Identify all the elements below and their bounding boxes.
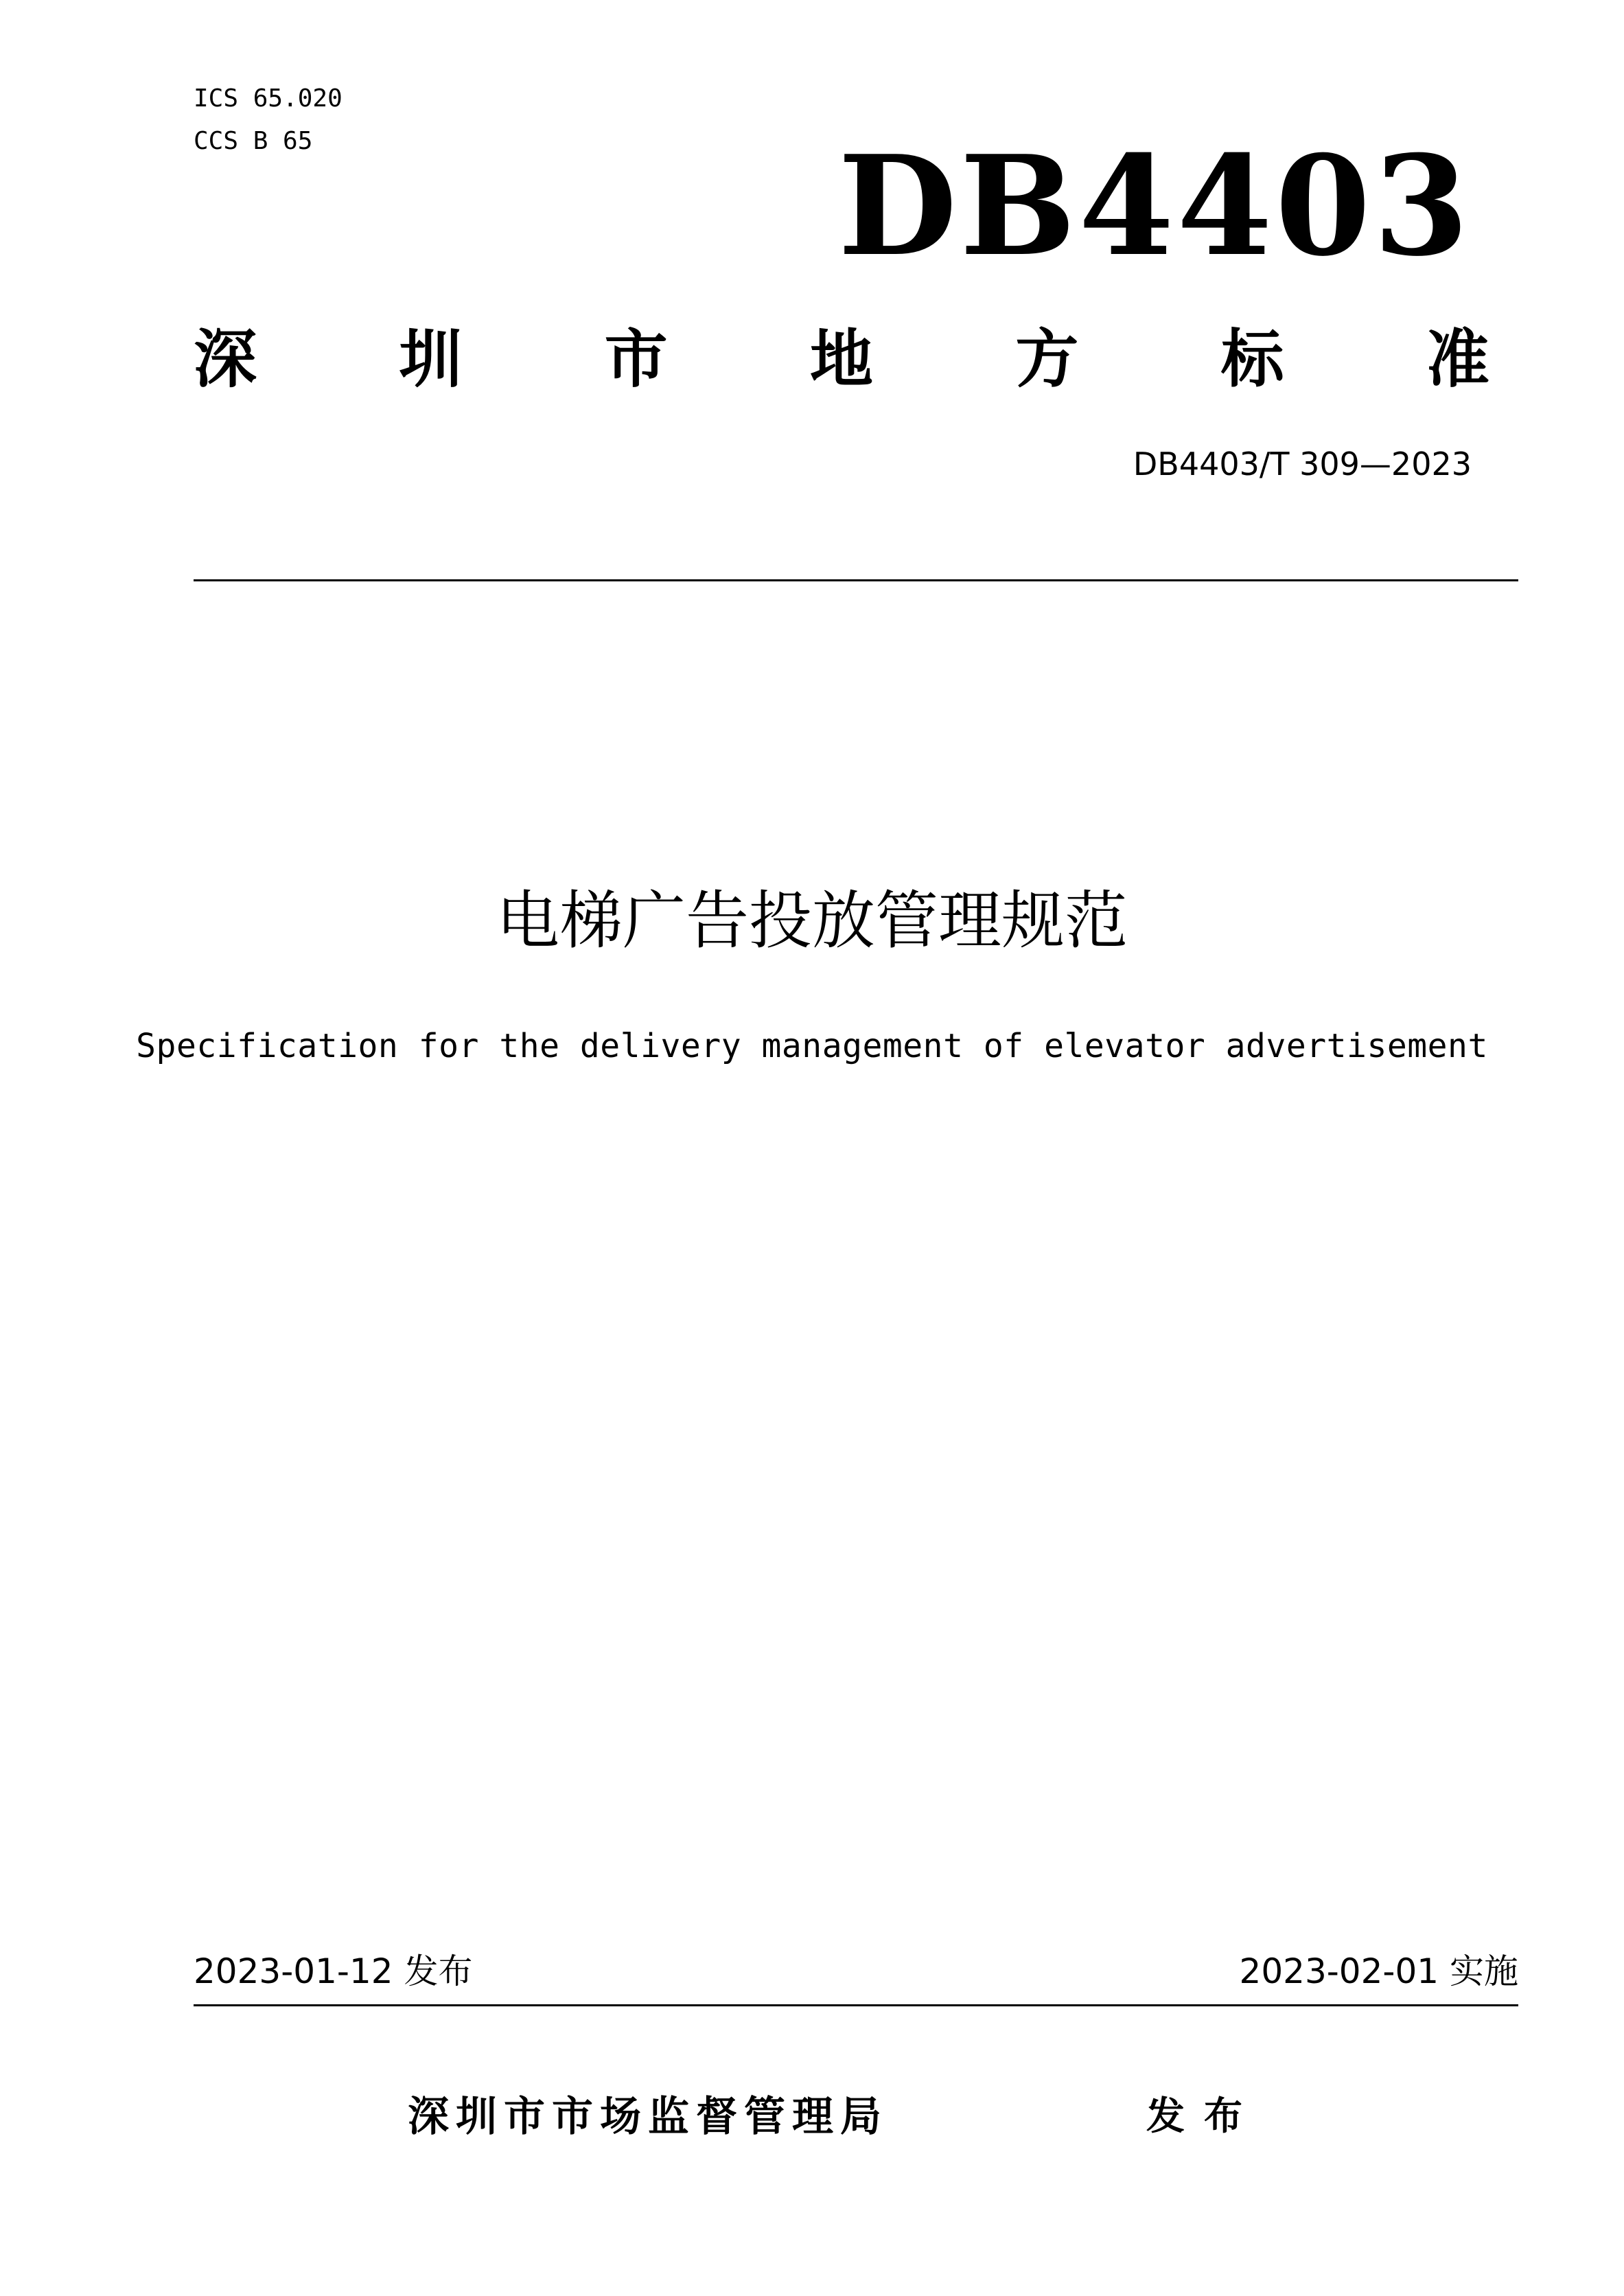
standard-type-char: 深 [194, 323, 257, 396]
issue-date [194, 1949, 472, 1993]
ics-code: ICS 65.020 [194, 84, 343, 113]
issue-date-value: 2023-01-12 [194, 1951, 393, 1991]
standard-type-char: 地 [809, 323, 873, 396]
implementation-date [1240, 1949, 1518, 1993]
standard-type-char: 准 [1426, 323, 1489, 396]
standard-logo: DB4403 [837, 126, 1472, 287]
ccs-code: CCS B 65 [194, 127, 313, 155]
standard-type-char: 方 [1015, 323, 1079, 396]
standard-type-char: 市 [604, 323, 668, 396]
publisher-action: 发布 [1146, 2094, 1262, 2139]
top-divider [194, 579, 1518, 581]
publisher-name: 深圳市市场监督管理局 [408, 2093, 888, 2141]
standard-number: DB4403/T 309—2023 [1133, 445, 1472, 483]
document-title-chinese: 电梯广告投放管理规范 [496, 884, 1128, 958]
standard-type-heading [194, 318, 1489, 401]
standard-type-char: 标 [1220, 323, 1284, 396]
document-title-english: Specification for the delivery management of elevator advertisement [136, 1027, 1488, 1065]
bottom-divider [194, 2004, 1518, 2006]
issue-label: 发布 [404, 1951, 473, 1991]
implementation-date-value: 2023-02-01 [1239, 1951, 1439, 1991]
standard-type-char: 圳 [399, 323, 463, 396]
implementation-label: 实施 [1450, 1951, 1518, 1991]
